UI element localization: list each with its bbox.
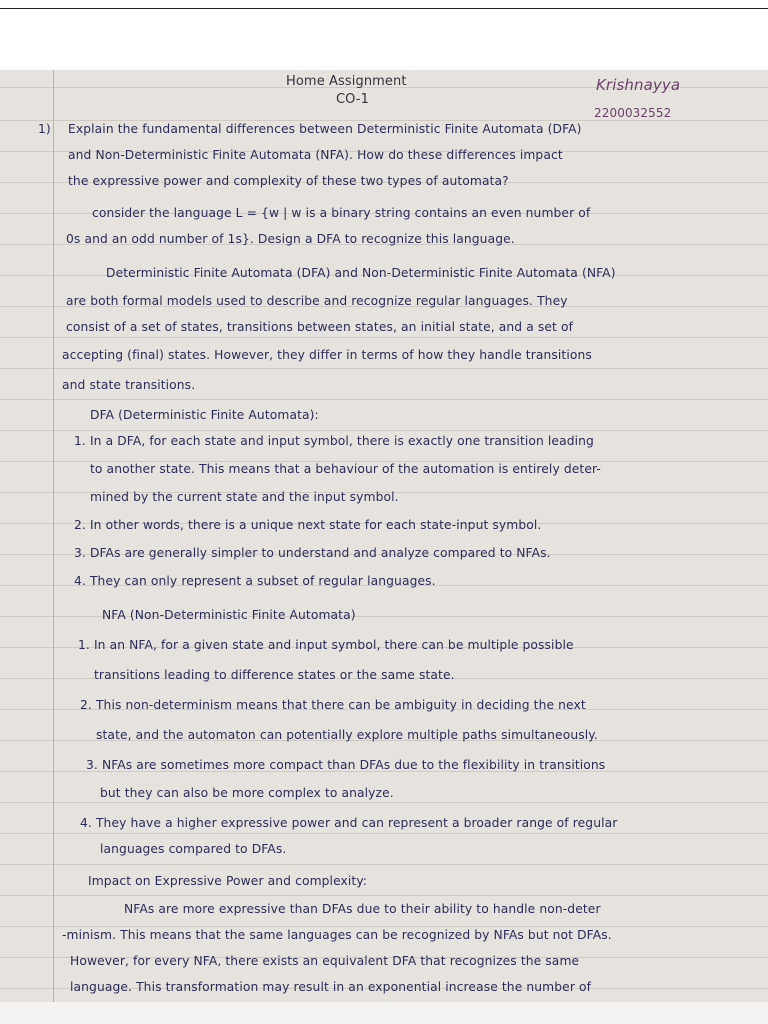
impact-heading: Impact on Expressive Power and complexity: — [88, 874, 368, 888]
nfa-point-line: 3. NFAs are sometimes more compact than DFAs due to the flexibility in transitions — [86, 758, 606, 772]
impact-line: language. This transformation may result in an exponential increase the number of — [70, 980, 592, 994]
question-line: consider the language L = {w | w is a binary string contains an even number of — [92, 206, 591, 220]
question-line: and Non-Deterministic Finite Automata (NFA). How do these differences impact — [68, 148, 563, 162]
dfa-point-line: 1. In a DFA, for each state and input symbol, there is exactly one transition leading — [74, 434, 594, 448]
student-name: Krishnayya — [596, 76, 681, 94]
dfa-point-line: 4. They can only represent a subset of regular languages. — [74, 574, 436, 588]
nfa-point-line: 2. This non-determinism means that there can be ambiguity in deciding the next — [80, 698, 586, 712]
question-number: 1) — [38, 122, 51, 136]
notebook-page — [0, 70, 768, 1002]
roll-number: 2200032552 — [594, 106, 672, 120]
nfa-point-line: but they can also be more complex to analyze. — [100, 786, 394, 800]
page-margin-line — [53, 70, 54, 1002]
dfa-point-line: mined by the current state and the input symbol. — [90, 490, 399, 504]
dfa-point-line: 2. In other words, there is a unique next state for each state-input symbol. — [74, 518, 542, 532]
page-bottom-border — [0, 1002, 768, 1024]
dfa-heading: DFA (Deterministic Finite Automata): — [90, 408, 319, 422]
answer-intro-line: consist of a set of states, transitions between states, an initial state, and a set of — [66, 320, 574, 334]
nfa-point-line: languages compared to DFAs. — [100, 842, 287, 856]
answer-intro-line: Deterministic Finite Automata (DFA) and Non-Deterministic Finite Automata (NFA) — [106, 266, 616, 280]
answer-intro-line: and state transitions. — [62, 378, 196, 392]
answer-intro-line: are both formal models used to describe and recognize regular languages. They — [66, 294, 568, 308]
answer-intro-line: accepting (final) states. However, they differ in terms of how they handle transitions — [62, 348, 592, 362]
nfa-point-line: 1. In an NFA, for a given state and input symbol, there can be multiple possible — [78, 638, 574, 652]
dfa-point-line: 3. DFAs are generally simpler to understand and analyze compared to NFAs. — [74, 546, 551, 560]
assignment-subtitle: CO-1 — [336, 92, 370, 107]
nfa-point-line: state, and the automaton can potentially explore multiple paths simultaneously. — [96, 728, 598, 742]
assignment-title: Home Assignment — [286, 74, 407, 89]
impact-line: However, for every NFA, there exists an equivalent DFA that recognizes the same — [70, 954, 580, 968]
question-line: the expressive power and complexity of these two types of automata? — [68, 174, 509, 188]
dfa-point-line: to another state. This means that a behaviour of the automation is entirely deter- — [90, 462, 601, 476]
top-divider-line — [0, 8, 768, 9]
nfa-point-line: transitions leading to difference states or the same state. — [94, 668, 455, 682]
nfa-point-line: 4. They have a higher expressive power and can represent a broader range of regular — [80, 816, 618, 830]
impact-line: -minism. This means that the same languages can be recognized by NFAs but not DFAs. — [62, 928, 612, 942]
nfa-heading: NFA (Non-Deterministic Finite Automata) — [102, 608, 356, 622]
question-line: 0s and an odd number of 1s}. Design a DFA to recognize this language. — [66, 232, 515, 246]
question-line: Explain the fundamental differences between Deterministic Finite Automata (DFA) — [68, 122, 582, 136]
impact-line: NFAs are more expressive than DFAs due to their ability to handle non-deter — [124, 902, 601, 916]
